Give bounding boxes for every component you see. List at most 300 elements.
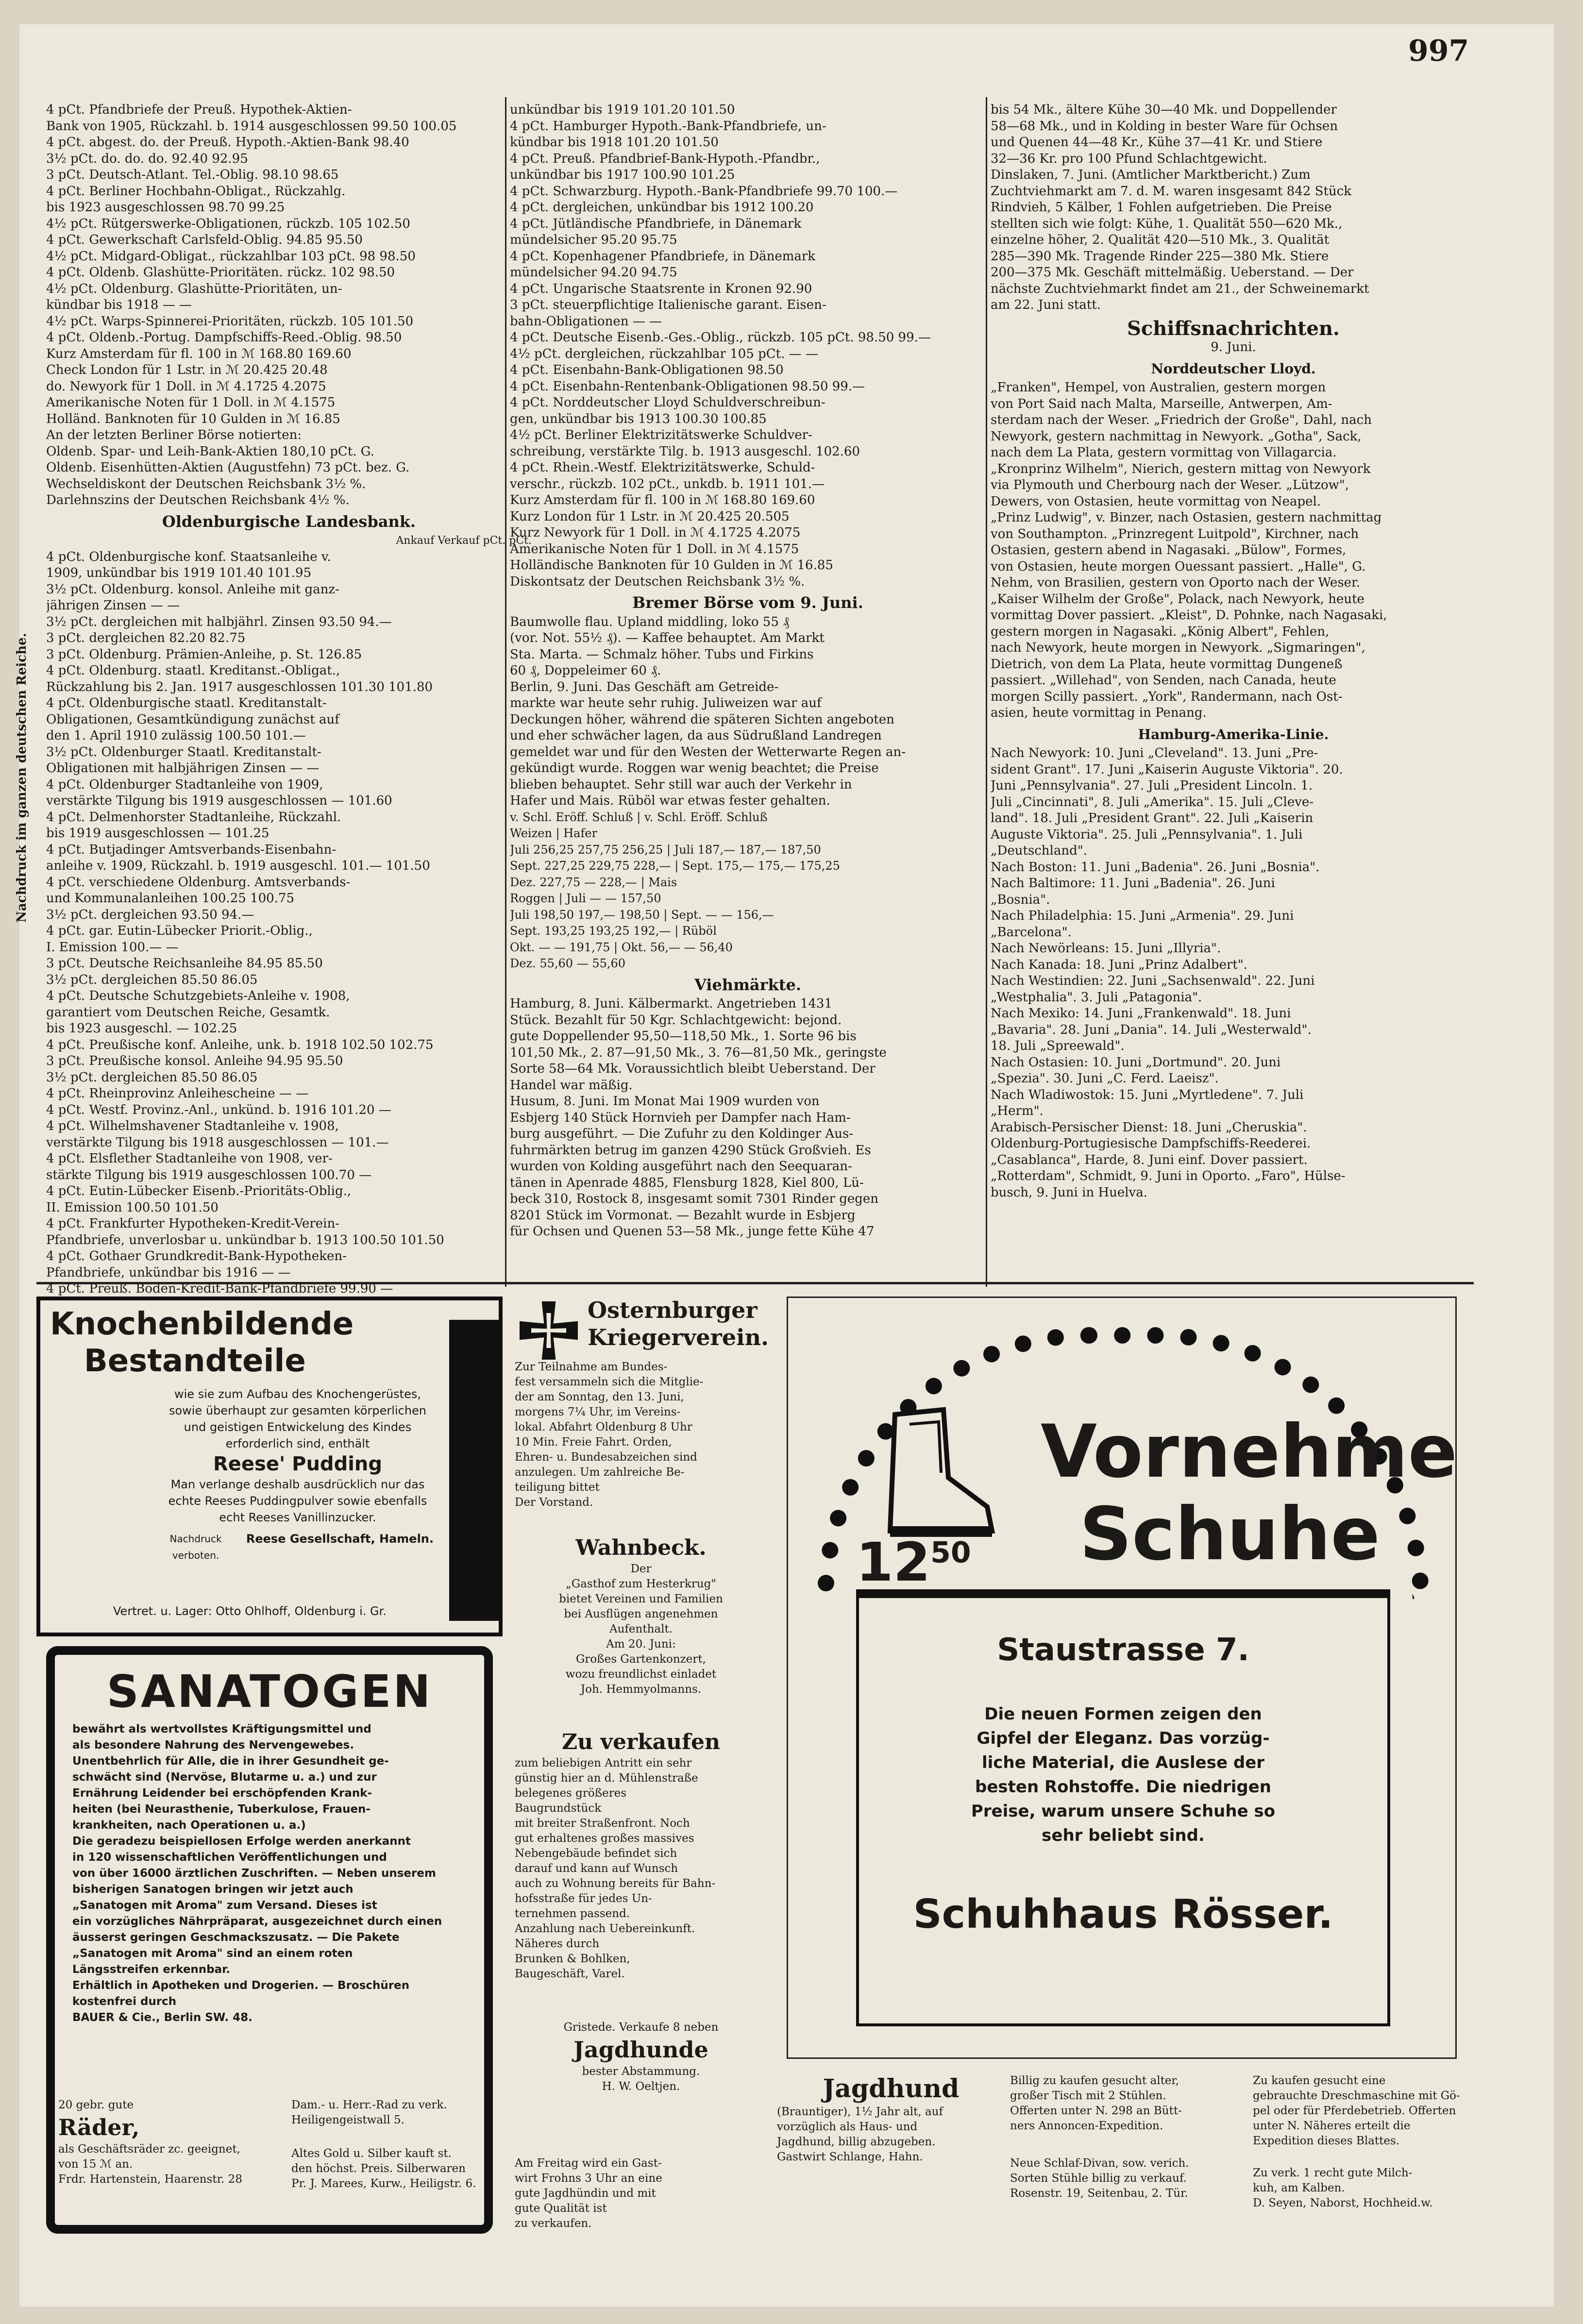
text-line: Rückzahlung bis 2. Jan. 1917 ausgeschlossen 101.30 101.80	[46, 679, 433, 694]
text-line: stellten sich wie folgt: Kühe, 1. Qualität 550—620 Mk.,	[991, 216, 1343, 231]
text-line: unter N. Näheres erteilt die	[1253, 2120, 1411, 2132]
text-line: 3 pCt. Preußische konsol. Anleihe 94.95 95.50	[46, 1054, 343, 1068]
page-number: 997	[1408, 34, 1469, 68]
text-line: „Spezia". 30. Juni „C. Ferd. Laeisz".	[991, 1071, 1219, 1086]
text-line: Pr. J. Marees, Kurw., Heiligstr. 6.	[291, 2177, 476, 2190]
text-line: bahn-Obligationen — —	[510, 314, 662, 329]
text-line: „Westphalia". 3. Juli „Patagonia".	[991, 990, 1202, 1005]
ad-altgold	[291, 2146, 515, 2191]
shoe-address: Staustrasse 7.	[997, 1632, 1249, 1668]
text-line: bisherigen Sanatogen bringen wir jetzt auch	[72, 1883, 354, 1896]
text-line: Jagdhunde	[573, 2037, 708, 2063]
text-line: Ernährung Leidender bei erschöpfenden Krank-	[72, 1787, 372, 1800]
text-line: bietet Vereinen und Familien	[559, 1593, 723, 1605]
text-line: auch zu Wohnung bereits für Bahn-	[515, 1877, 716, 1890]
text-line: „Sanatogen mit Aroma" zum Versand. Dieses ist	[72, 1899, 377, 1912]
text-line: Newyork, gestern nachmittag in Newyork. „Gotha", Sack,	[991, 429, 1362, 444]
text-line: Hamburg, 8. Juni. Kälbermarkt. Angetrieben 1431	[510, 996, 833, 1011]
text-line: gute Jagdhündin und mit	[515, 2187, 656, 2200]
text-line: Preise, warum unsere Schuhe so	[971, 1802, 1276, 1821]
ad-jagdhunde	[515, 2020, 767, 2094]
text-line: markte war heute sehr ruhig. Juliweizen war auf	[510, 696, 822, 710]
text-line: via Plymouth und Cherbourg nach der Weser. „Lützow",	[991, 478, 1349, 492]
text-line: 4 pCt. Butjadinger Amtsverbands-Eisenbahn-	[46, 842, 337, 857]
text-line: Wechseldiskont der Deutschen Reichsbank 3½ %.	[46, 476, 366, 491]
text-line: verstärkte Tilgung bis 1919 ausgeschlossen — 101.60	[46, 793, 392, 808]
text-line: gute Qualität ist	[515, 2202, 607, 2215]
text-line: bis 54 Mk., ältere Kühe 30—40 Mk. und Doppellender	[991, 102, 1337, 117]
text-line: Baugrundstück	[515, 1802, 602, 1815]
text-line: do. Newyork für 1 Doll. in ℳ 4.1725 4.2075	[46, 379, 326, 394]
text-line: „Herm".	[991, 1104, 1044, 1118]
text-line: Dietrich, von dem La Plata, heute vormittag Dungeneß	[991, 657, 1343, 672]
text-line: BAUER & Cie., Berlin SW. 48.	[72, 2011, 253, 2024]
bond-quotes	[46, 102, 532, 509]
text-line: 101,50 Mk., 2. 87—91,50 Mk., 3. 76—81,50 Mk., geringste	[510, 1045, 887, 1060]
text-line: und Kommunalanleihen 100.25 100.75	[46, 891, 295, 906]
text-line: Zu kaufen gesucht eine	[1253, 2074, 1386, 2087]
text-line: Husum, 8. Juni. Im Monat Mai 1909 wurden von	[510, 1094, 820, 1109]
ad-jagdhund	[777, 2073, 1005, 2165]
text-line: 4½ pCt. Warps-Spinnerei-Prioritäten, rückzb. 105 101.50	[46, 314, 414, 329]
text-line: besten Rohstoffe. Die niedrigen	[975, 1777, 1271, 1797]
sanatogen-text	[55, 1721, 484, 2026]
text-line: zu verkaufen.	[515, 2217, 592, 2230]
text-line: Kurz London für 1 Lstr. in ℳ 20.425 20.505	[510, 509, 790, 524]
text-line: Kurz Amsterdam für fl. 100 in ℳ 168.80 169.60	[46, 346, 352, 361]
text-line: „Kaiser Wilhelm der Große", Polack, nach Newyork, heute	[991, 591, 1364, 606]
text-line: bei Ausflügen angenehmen	[564, 1608, 718, 1620]
text-line: und Quenen 44—48 Kr., Kühe 37—41 Kr. und Stiere	[991, 135, 1323, 150]
text-line: Die geradezu beispiellosen Erfolge werden anerkannt	[72, 1835, 411, 1848]
text-line: kündbar bis 1918 — —	[46, 298, 192, 312]
text-line: in 120 wissenschaftlichen Veröffentlichungen und	[72, 1851, 387, 1864]
text-line: 4 pCt. Eisenbahn-Rentenbank-Obligationen 98.50 99.—	[510, 379, 865, 394]
text-line: fest versammeln sich die Mitglie-	[515, 1376, 704, 1388]
text-line: Diskontsatz der Deutschen Reichsbank 3½ %.	[510, 574, 805, 589]
vieh-heading: Viehmärkte.	[694, 975, 801, 994]
ad-versteigerung	[515, 2156, 767, 2231]
ad-osternburger	[515, 1297, 767, 1549]
text-line: 58—68 Mk., und in Kolding in bester Ware für Ochsen	[991, 118, 1338, 134]
text-line: „Deutschland".	[991, 843, 1087, 858]
osternburg-text	[515, 1360, 767, 1510]
text-line: kündbar bis 1918 101.20 101.50	[510, 135, 719, 150]
text-line: „Barcelona".	[991, 925, 1072, 940]
text-line: Nach Westindien: 22. Juni „Sachsenwald". 22. Juni	[991, 974, 1315, 988]
text-line: 4½ pCt. Midgard-Obligat., rückzahlbar 103 pCt. 98 98.50	[46, 249, 416, 264]
text-line: „Casablanca", Harde, 8. Juni einf. Dover passiert.	[991, 1152, 1308, 1167]
text-line: Heiligengeistwall 5.	[291, 2114, 404, 2126]
grain-table	[510, 809, 986, 972]
text-line: Holländ. Banknoten für 10 Gulden in ℳ 16.85	[46, 411, 340, 426]
ad-company: Reese Gesellschaft, Hameln.	[246, 1532, 434, 1546]
bank-quotes	[46, 549, 532, 1297]
text-line: Rindvieh, 5 Kälber, 1 Fohlen aufgetrieben. Die Preise	[991, 200, 1332, 215]
text-line: großer Tisch mit 2 Stühlen.	[1010, 2089, 1166, 2102]
sanatogen-title: SANATOGEN	[106, 1666, 433, 1718]
text-line: für Ochsen und Quenen 53—58 Mk., junge fette Kühe 47	[510, 1224, 875, 1239]
text-line: Nach Boston: 11. Juni „Badenia". 26. Juni „Bosnia".	[991, 859, 1320, 875]
text-line: ein vorzügliches Nährpräparat, ausgezeichnet durch einen	[72, 1915, 442, 1928]
text-line: Baugeschäft, Varel.	[515, 1968, 625, 1980]
shoe-title-2: Schuhe	[1079, 1492, 1381, 1577]
text-line: der am Sonntag, den 13. Juni,	[515, 1391, 684, 1403]
text-line: Joh. Hemmyolmanns.	[580, 1683, 702, 1696]
text-line: 18. Juli „Spreewald".	[991, 1039, 1125, 1053]
text-line: gestern morgen in Nagasaki. „König Albert", Fehlen,	[991, 624, 1330, 639]
verkaufen-text	[515, 1756, 767, 1982]
text-line: Arabisch-Persischer Dienst: 18. Juni „Cheruskia".	[991, 1120, 1307, 1135]
text-line: Frdr. Hartenstein, Haarenstr. 28	[58, 2173, 242, 2186]
text-line: 4 pCt. Deutsche Schutzgebiets-Anleihe v. 1908,	[46, 989, 350, 1003]
ad-rad	[291, 2098, 505, 2128]
text-line: 4 pCt. Schwarzburg. Hypoth.-Bank-Pfandbriefe 99.70 100.—	[510, 184, 898, 199]
text-line: Oldenburg-Portugiesische Dampfschiffs-Reederei.	[991, 1136, 1311, 1151]
hapag-heading: Hamburg-Amerika-Linie.	[1138, 726, 1329, 742]
text-line: Sorte 58—64 Mk. Voraussichtlich bleibt Ueberstand. Der	[510, 1061, 876, 1076]
text-line: morgen Scilly passiert. „York", Randermann, nach Ost-	[991, 689, 1343, 704]
text-line: liche Material, die Auslese der	[981, 1753, 1265, 1772]
iron-cross-icon	[520, 1301, 578, 1360]
text-line: Okt. — — 191,75 | Okt. 56,— — 56,40	[510, 940, 733, 954]
text-line: 3½ pCt. dergleichen mit halbjährl. Zinsen 93.50 94.—	[46, 614, 392, 629]
text-line: 285—390 Mk. Tragende Rinder 225—380 Mk. Stiere	[991, 249, 1329, 264]
shoe-title-1: Vornehme	[1041, 1410, 1458, 1494]
text-line: bester Abstammung.	[582, 2065, 700, 2078]
text-line: 3 pCt. Deutsch-Atlant. Tel.-Oblig. 98.10 98.65	[46, 168, 339, 182]
ad-reese-pudding	[36, 1297, 503, 1636]
text-line: den höchst. Preis. Silberwaren	[291, 2162, 466, 2175]
shoe-text	[859, 1702, 1387, 1848]
verkaufen-title: Zu verkaufen	[561, 1730, 721, 1754]
text-line: Sorten Stühle billig zu verkauf.	[1010, 2172, 1187, 2185]
text-line: 4 pCt. Westf. Provinz.-Anl., unkünd. b. 1916 101.20 —	[46, 1102, 391, 1117]
text-line: Am Freitag wird ein Gast-	[515, 2157, 662, 2170]
text-line: Juli 198,50 197,— 198,50 | Sept. — — 156,—	[510, 908, 774, 922]
text-line: gebrauchte Dreschmaschine mit Gö-	[1253, 2089, 1460, 2102]
ad-product: Reese' Pudding	[213, 1453, 383, 1475]
price-pfennig: 50	[930, 1535, 971, 1570]
text-line: nach Newyork, heute morgen in Newyork. „Sigmaringen",	[991, 640, 1365, 655]
ad-body	[162, 1386, 434, 1564]
text-line: Roggen | Juli — — 157,50	[510, 892, 661, 905]
text-line: Gristede. Verkaufe 8 neben	[563, 2021, 719, 2034]
text-line: Bank von 1905, Rückzahl. b. 1914 ausgeschlossen 99.50 100.05	[46, 118, 457, 134]
text-line: Gipfel der Eleganz. Das vorzüg-	[977, 1729, 1270, 1748]
price-marks: 12	[856, 1531, 931, 1593]
text-line: teiligung bittet	[515, 1481, 600, 1494]
lloyd-list	[991, 380, 1476, 722]
text-line: wozu freundlichst einladet	[565, 1668, 717, 1681]
text-line: Obligationen, Gesamtkündigung zunächst auf	[46, 712, 339, 727]
text-line: 4 pCt. Gewerkschaft Carlsfeld-Oblig. 94.85 95.50	[46, 233, 363, 247]
text-line: 3½ pCt. Oldenburger Staatl. Kreditanstalt-	[46, 744, 321, 759]
text-line: von Southampton. „Prinzregent Luitpold", Kirchner, nach	[991, 526, 1359, 541]
shoe-store: Schuhhaus Rösser.	[913, 1891, 1333, 1937]
text-line: sterdam nach der Weser. „Friedrich der Große", Dahl, nach	[991, 413, 1372, 427]
text-line: (Brauntiger), 1½ Jahr alt, auf	[777, 2105, 943, 2118]
text-line: „Franken", Hempel, von Australien, gestern morgen	[991, 380, 1326, 395]
text-line: verschr., rückzb. 102 pCt., unkdb. b. 1911 101.—	[510, 476, 825, 491]
text-line: 3½ pCt. dergleichen 85.50 86.05	[46, 1070, 258, 1085]
text-line: Unentbehrlich für Alle, die in ihrer Gesundheit ge-	[72, 1755, 389, 1768]
text-line: schreibung, verstärkte Tilg. b. 1913 ausgeschl. 102.60	[510, 444, 860, 459]
text-line: 4 pCt. Rhein.-Westf. Elektrizitätswerke, Schuld-	[510, 460, 815, 475]
vieh-report	[510, 996, 986, 1240]
text-line: 4 pCt. Kopenhagener Pfandbriefe, in Dänemark	[510, 249, 816, 264]
text-line: verstärkte Tilgung bis 1918 ausgeschlossen — 101.—	[46, 1135, 389, 1150]
text-line: „Bosnia".	[991, 892, 1050, 907]
text-line: 10 Min. Freie Fahrt. Orden,	[515, 1436, 672, 1448]
text-line: 4 pCt. Ungarische Staatsrente in Kronen 92.90	[510, 281, 812, 296]
text-line: vormittag Dover passiert. „Kleist", D. Pohnke, nach Nagasaki,	[991, 608, 1387, 623]
text-line: Jagdhund, billig abzugeben.	[777, 2136, 936, 2148]
text-line: sehr beliebt sind.	[1042, 1826, 1205, 1845]
osternburg-title-2: Kriegerverein.	[588, 1324, 769, 1350]
text-line: Dez. 55,60 — 55,60	[510, 957, 626, 970]
ad-border-corner	[449, 1320, 503, 1621]
text-line: 3½ pCt. Oldenburg. konsol. Anleihe mit ganz-	[46, 582, 339, 597]
text-line: mündelsicher 94.20 94.75	[510, 265, 677, 280]
text-line: 4 pCt. Oldenburgische staatl. Kreditanstalt-	[46, 696, 327, 710]
text-line: Nach Mexiko: 14. Juni „Frankenwald". 18. Juni	[991, 1006, 1291, 1021]
text-line: Ostasien, gestern abend in Nagasaki. „Bülow", Formes,	[991, 543, 1347, 557]
text-line: „Bavaria". 28. Juni „Dania". 14. Juli „Westerwald".	[991, 1022, 1312, 1037]
text-line: von Ostasien, heute morgen Ouessant passiert. „Halle", G.	[991, 559, 1366, 574]
text-line: Kurz Newyork für 1 Doll. in ℳ 4.1725 4.2075	[510, 525, 801, 540]
text-line: von über 16000 ärztlichen Zuschriften. — Neben unserem	[72, 1867, 436, 1880]
text-line: Sept. 193,25 193,25 192,— | Rüböl	[510, 924, 717, 938]
text-line: Großes Gartenkonzert,	[576, 1653, 706, 1666]
text-line: 4 pCt. Oldenburgische konf. Staatsanleihe v.	[46, 549, 331, 564]
text-line: lokal. Abfahrt Oldenburg 8 Uhr	[515, 1421, 692, 1433]
text-line: Deckungen höher, während die späteren Sichten angeboten	[510, 712, 894, 727]
text-line: ners Annoncen-Expedition.	[1010, 2120, 1163, 2132]
text-line: Gastwirt Schlange, Hahn.	[777, 2151, 923, 2163]
text-line: II. Emission 100.50 101.50	[46, 1200, 219, 1215]
text-line: 4 pCt. Gothaer Grundkredit-Bank-Hypotheken-	[46, 1249, 347, 1263]
text-line: Anzahlung nach Uebereinkunft.	[515, 1922, 695, 1935]
text-line: Juni „Pennsylvania". 27. Juli „President Lincoln. 1.	[991, 778, 1313, 793]
column-finance-left	[46, 102, 532, 1297]
text-line: 4 pCt. dergleichen, unkündbar bis 1912 100.20	[510, 200, 814, 215]
ad-text-2: Man verlange deshalb ausdrücklich nur das echte Reeses Puddingpulver sowie ebenfalls echt Reeses Vanillinzucker.	[168, 1478, 427, 1524]
text-line: I. Emission 100.— —	[46, 940, 179, 955]
text-line: Rosenstr. 19, Seitenbau, 2. Tür.	[1010, 2187, 1188, 2200]
wahnbeck-text	[515, 1562, 767, 1697]
ship-date: 9. Juni.	[1211, 340, 1256, 354]
text-line: Obligationen mit halbjährigen Zinsen — —	[46, 761, 320, 775]
text-line: Pfandbriefe, unverlosbar u. unkündbar b. 1913 100.50 101.50	[46, 1232, 444, 1247]
text-line: Oldenb. Spar- und Leih-Bank-Aktien 180,10 pCt. G.	[46, 444, 374, 459]
text-line: burg ausgeführt. — Die Zufuhr zu den Koldinger Aus-	[510, 1127, 854, 1141]
text-line: günstig hier an d. Mühlenstraße	[515, 1772, 698, 1785]
ship-heading: Schiffsnachrichten.	[1127, 317, 1340, 340]
text-line: „Kronprinz Wilhelm", Nierich, gestern mittag von Newyork	[991, 461, 1371, 476]
text-line: bewährt als wertvollstes Kräftigungsmittel und	[72, 1723, 371, 1735]
text-line: 4 pCt. Preuß. Boden-Kredit-Bank-Pfandbriefe 99.90 —	[46, 1281, 393, 1296]
text-line: 4½ pCt. Rütgerswerke-Obligationen, rückzb. 105 102.50	[46, 216, 410, 231]
text-line: Amerikanische Noten für 1 Doll. in ℳ 4.1575	[510, 541, 799, 556]
text-line: 4 pCt. Berliner Hochbahn-Obligat., Rückzahlg.	[46, 184, 346, 199]
text-line: land". 18. Juli „President Grant". 22. Juli „Kaiserin	[991, 811, 1314, 825]
text-line: 3 pCt. Oldenburg. Prämien-Anleihe, p. St. 126.85	[46, 647, 362, 662]
text-line: Nebengebäude befindet sich	[515, 1847, 677, 1860]
text-line: 4 pCt. Preuß. Pfandbrief-Bank-Hypoth.-Pfandbr.,	[510, 151, 820, 166]
text-line: bis 1923 ausgeschl. — 102.25	[46, 1021, 237, 1036]
text-line: und eher schwächer lagen, da aus Südrußland Landregen	[510, 728, 882, 743]
text-line: 3½ pCt. dergleichen 85.50 86.05	[46, 972, 258, 987]
ad-tisch	[1010, 2073, 1243, 2134]
text-line: Dinslaken, 7. Juni. (Amtlicher Marktbericht.) Zum	[991, 168, 1311, 182]
text-line: 60 ₰, Doppeleimer 60 ₰.	[510, 663, 661, 678]
text-line: Zu verk. 1 recht gute Milch-	[1253, 2167, 1413, 2179]
text-line: Brunken & Bohlken,	[515, 1953, 630, 1965]
text-line: ternehmen passend.	[515, 1907, 630, 1920]
text-line: unkündbar bis 1919 101.20 101.50	[510, 102, 735, 117]
osternburg-title-1: Osternburger	[588, 1297, 758, 1323]
text-line: schwächt sind (Nervöse, Blutarme u. a.) und zur	[72, 1771, 377, 1784]
text-line: wirt Frohns 3 Uhr an eine	[515, 2172, 662, 2185]
text-line: „Gasthof zum Hesterkrug"	[566, 1578, 716, 1590]
text-line: Zuchtviehmarkt am 7. d. M. waren insgesamt 842 Stück	[991, 184, 1352, 199]
text-line: 4 pCt. gar. Eutin-Lübecker Priorit.-Oblig.,	[46, 924, 313, 938]
text-line: Zur Teilnahme am Bundes-	[515, 1361, 668, 1373]
text-line: Nach Kanada: 18. Juni „Prinz Adalbert".	[991, 957, 1248, 972]
text-line: stärkte Tilgung bis 1919 ausgeschlossen 100.70 —	[46, 1167, 372, 1182]
shoe-icon	[876, 1405, 1002, 1550]
text-line: als besondere Nahrung des Nervengewebes.	[72, 1739, 354, 1751]
text-line: 20 gebr. gute	[58, 2099, 134, 2111]
text-line: anzulegen. Um zahlreiche Be-	[515, 1466, 685, 1479]
text-line: Der Vorstand.	[515, 1496, 593, 1509]
text-line: Nach Newörleans: 15. Juni „Illyria".	[991, 941, 1221, 956]
column-finance-middle	[510, 102, 986, 1240]
text-line: 4½ pCt. dergleichen, rückzahlbar 105 pCt. — —	[510, 346, 818, 361]
text-line: krankheiten, nach Operationen u. a.)	[72, 1819, 306, 1832]
text-line: unkündbar bis 1917 100.90 101.25	[510, 168, 735, 182]
text-line: Sta. Marta. — Schmalz höher. Tubs und Firkins	[510, 647, 814, 662]
text-line: Amerikanische Noten für 1 Doll. in ℳ 4.1575	[46, 395, 336, 410]
text-line: Kurz Amsterdam für fl. 100 in ℳ 168.80 169.60	[510, 493, 815, 507]
text-line: nach dem La Plata, gestern vormittag von Villagarcia.	[991, 445, 1337, 460]
text-line: morgens 7¼ Uhr, im Vereins-	[515, 1406, 681, 1418]
text-line: anleihe v. 1909, Rückzahl. b. 1919 ausgeschl. 101.— 101.50	[46, 859, 430, 873]
column-rule-2	[986, 97, 987, 1287]
text-line: „Prinz Ludwig", v. Binzer, nach Ostasien, gestern nachmittag	[991, 510, 1382, 525]
text-line: garantiert vom Deutschen Reiche, Gesamtk.	[46, 1005, 330, 1020]
text-line: tänen in Apenrade 4885, Flensburg 1828, Kiel 800, Lü-	[510, 1175, 864, 1190]
text-line: Ehren- u. Bundesabzeichen sind	[515, 1451, 697, 1464]
text-line: busch, 9. Juni in Huelva.	[991, 1185, 1148, 1200]
wahnbeck-title: Wahnbeck.	[575, 1535, 707, 1560]
ad-verkaufen	[515, 1729, 767, 1982]
bond-quotes-cont	[510, 102, 986, 590]
text-line: Dam.- u. Herr.-Rad zu verk.	[291, 2099, 447, 2111]
ad-schlafsofa	[1010, 2156, 1243, 2201]
text-line: 4 pCt. Eisenbahn-Bank-Obligationen 98.50	[510, 363, 784, 377]
text-line: 4 pCt. Eutin-Lübecker Eisenb.-Prioritäts-Oblig.,	[46, 1184, 352, 1198]
text-line: den 1. April 1910 zulässig 100.50 101.—	[46, 728, 306, 743]
text-line: Weizen | Hafer	[510, 826, 598, 840]
text-line: Expedition dieses Blattes.	[1253, 2135, 1400, 2147]
text-line: Baumwolle flau. Upland middling, loko 55 ₰	[510, 614, 790, 629]
column-news-right	[991, 102, 1476, 1201]
jagdhund-title: Jagdhund	[823, 2074, 960, 2104]
text-line: äusserst geringen Geschmackszusatz. — Die Pakete	[72, 1931, 400, 1944]
text-line: 200—375 Mk. Geschäft mittelmäßig. Ueberstand. — Der	[991, 265, 1354, 280]
shoe-text-frame	[856, 1589, 1390, 2026]
text-line: 4½ pCt. Oldenburg. Glashütte-Prioritäten, un-	[46, 281, 342, 296]
text-line: 4 pCt. Norddeutscher Lloyd Schuldverschreibun-	[510, 395, 825, 410]
text-line: gute Doppellender 95,50—118,50 Mk., 1. Sorte 96 bis	[510, 1029, 857, 1044]
text-line: An der letzten Berliner Börse notierten:	[46, 428, 302, 442]
text-line: Dez. 227,75 — 228,— | Mais	[510, 875, 677, 889]
market-report	[991, 102, 1476, 314]
text-line: 4 pCt. Oldenb.-Portug. Dampfschiffs-Reed.-Oblig. 98.50	[46, 330, 402, 345]
text-line: 8201 Stück im Vormonat. — Bezahlt wurde in Esbjerg	[510, 1208, 856, 1223]
text-line: Hafer und Mais. Rüböl war etwas fester gehalten.	[510, 793, 830, 808]
text-line: Auguste Viktoria". 25. Juli „Pennsylvania". 1. Juli	[991, 827, 1303, 842]
text-line: passiert. „Willehad", von Senden, nach Canada, heute	[991, 673, 1336, 688]
text-line: 4 pCt. Oldenburg. staatl. Kreditanst.-Obligat.,	[46, 663, 340, 678]
text-line: Altes Gold u. Silber kauft st.	[291, 2147, 452, 2160]
text-line: fuhrmärkten betrug im ganzen 4290 Stück Großvieh. Es	[510, 1143, 871, 1158]
side-notice: Nachdruck im ganzen deutschen Reiche.	[15, 633, 29, 923]
text-line: 4 pCt. Deutsche Eisenb.-Ges.-Oblig., rückzb. 105 pCt. 98.50 99.—	[510, 330, 931, 345]
text-line: Sept. 227,25 229,75 228,— | Sept. 175,— 175,— 175,25	[510, 859, 840, 873]
text-line: 4 pCt. Rheinprovinz Anleihescheine — —	[46, 1086, 309, 1101]
text-line: Am 20. Juni:	[606, 1638, 676, 1650]
text-line: Pfandbriefe, unkündbar bis 1916 — —	[46, 1265, 291, 1280]
text-line: asien, heute vormittag in Penang.	[991, 706, 1207, 720]
text-line: Billig zu kaufen gesucht alter,	[1010, 2074, 1179, 2087]
text-line: gut erhaltenes großes massives	[515, 1832, 694, 1845]
text-line: mündelsicher 95.20 95.75	[510, 233, 677, 247]
text-line: 32—36 Kr. pro 100 Pfund Schlachtgewicht.	[991, 151, 1267, 166]
text-line: hofsstraße für jedes Un-	[515, 1892, 652, 1905]
text-line: 4 pCt. Oldenb. Glashütte-Prioritäten. rückz. 102 98.50	[46, 265, 395, 280]
text-line: Nach Philadelphia: 15. Juni „Armenia". 29. Juni	[991, 909, 1294, 923]
ad-raeder	[58, 2098, 282, 2187]
text-line: gen, unkündbar bis 1913 100.30 100.85	[510, 411, 767, 426]
text-line: bis 1923 ausgeschlossen 98.70 99.25	[46, 200, 285, 215]
text-line: bis 1919 ausgeschlossen — 101.25	[46, 826, 269, 841]
text-line: 4 pCt. Jütländische Pfandbriefe, in Dänemark	[510, 216, 802, 231]
ad-note: Nachdruck verboten.	[169, 1533, 222, 1561]
text-line: Längsstreifen erkennbar.	[72, 1963, 230, 1976]
text-line: als Geschäftsräder zc. geeignet,	[58, 2143, 240, 2156]
ad-milchkuh	[1253, 2166, 1476, 2211]
text-line: Nach Newyork: 10. Juni „Cleveland". 13. Juni „Pre-	[991, 746, 1318, 760]
text-line: kuh, am Kalben.	[1253, 2182, 1345, 2194]
bank-heading: Oldenburgische Landesbank.	[162, 512, 416, 531]
text-line: gekündigt wurde. Roggen war wenig beachtet; die Preise	[510, 761, 879, 775]
text-line: Nehm, von Brasilien, gestern von Oporto nach der Weser.	[991, 575, 1360, 590]
text-line: von 15 ℳ an.	[58, 2158, 133, 2171]
text-line: sident Grant". 17. Juni „Kaiserin Auguste Viktoria". 20.	[991, 762, 1343, 777]
bank-columns: Ankauf Verkauf pCt. pCt.	[396, 535, 532, 547]
text-line: 4 pCt. Oldenburger Stadtanleihe von 1909,	[46, 777, 323, 792]
text-line: Juli 256,25 257,75 256,25 | Juli 187,— 187,— 187,50	[510, 842, 821, 857]
text-line: Nach Baltimore: 11. Juni „Badenia". 26. Juni	[991, 876, 1275, 891]
text-line: H. W. Oeltjen.	[602, 2080, 680, 2093]
text-line: (vor. Not. 55½ ₰). — Kaffee behauptet. Am Markt	[510, 631, 825, 645]
text-line: 4 pCt. abgest. do. der Preuß. Hypoth.-Aktien-Bank 98.40	[46, 135, 409, 150]
text-line: blieben behauptet. Sehr still war auch der Verkehr in	[510, 777, 852, 792]
text-line: gemeldet war und für den Westen der Wetterwarte Regen an-	[510, 744, 906, 759]
